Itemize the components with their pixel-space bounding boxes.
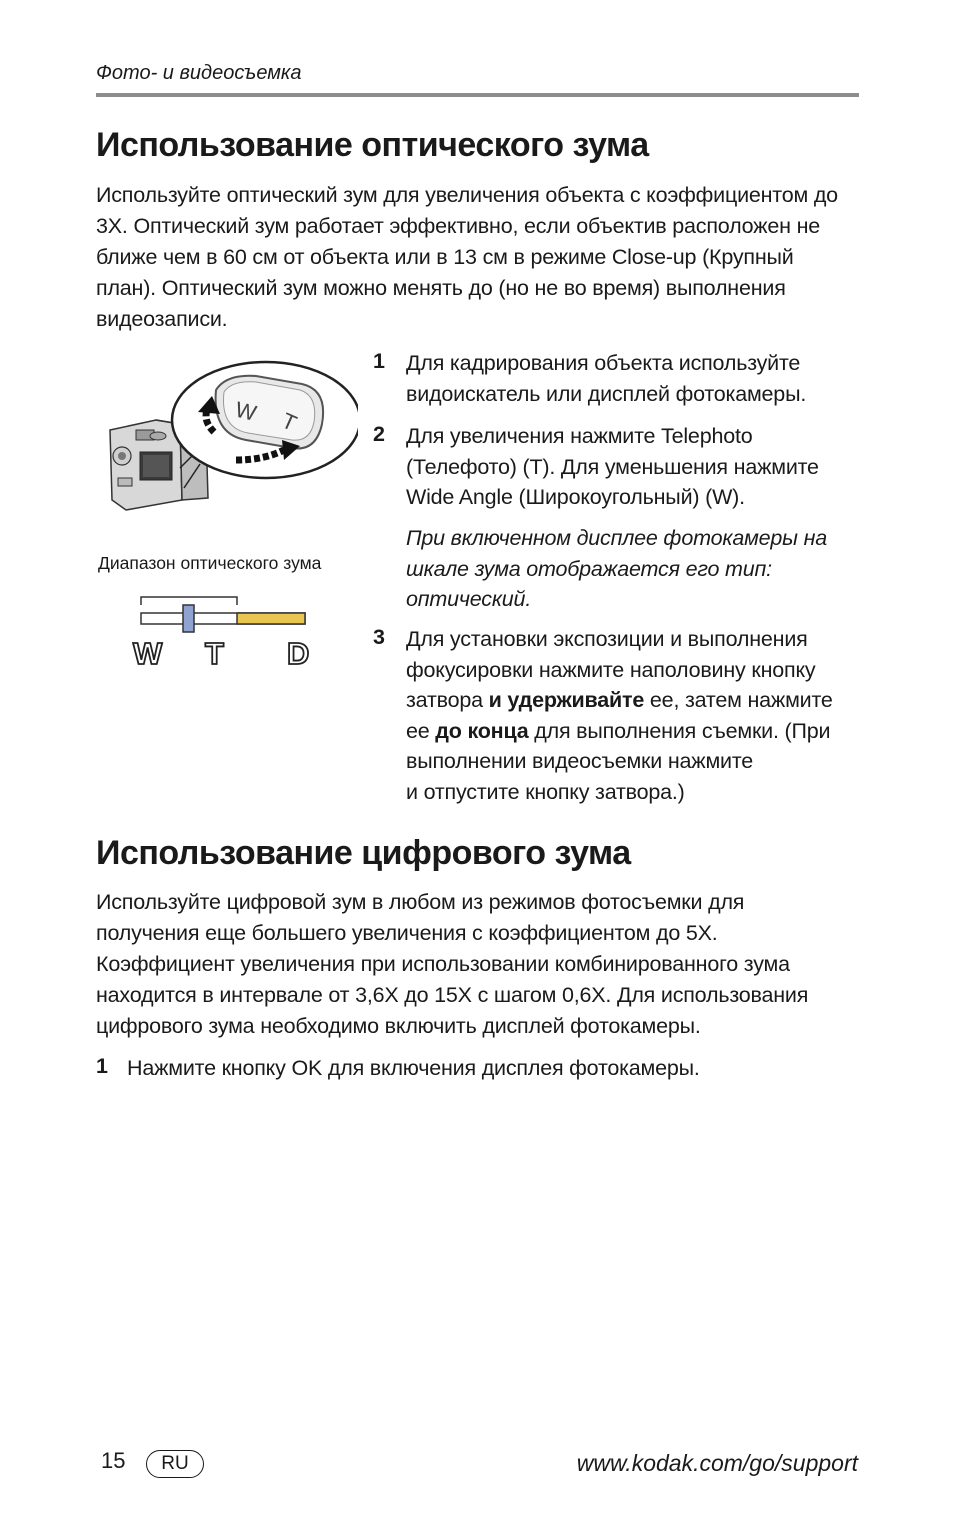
intro-line: Используйте оптический зум для увеличения объекта с коэффициентом до <box>96 183 838 207</box>
note-line: шкале зума отображается его тип: <box>406 556 772 581</box>
digital-zoom-band <box>237 613 305 624</box>
figure-caption: Диапазон оптического зума <box>98 553 322 573</box>
step-line: Для увеличения нажмите Telephoto <box>406 424 753 448</box>
step-1-text <box>406 348 806 409</box>
intro-line: ближе чем в 60 см от объекта или в 13 см в режиме Close-up (Крупный <box>96 245 794 269</box>
running-header: Фото- и видеосъемка <box>96 62 302 84</box>
support-url: www.kodak.com/go/support <box>576 1450 858 1476</box>
step-line: Wide Angle (Широкоугольный) (W). <box>406 485 745 509</box>
intro-line: видеозаписи. <box>96 307 228 331</box>
note-line: При включенном дисплее фотокамеры на <box>406 526 827 550</box>
step-number: 1 <box>96 1054 108 1078</box>
page-number: 15 <box>101 1448 126 1473</box>
step-line <box>406 685 833 716</box>
zoom-rocker-w-label: W <box>232 396 259 426</box>
step-line: Для установки экспозиции и выполнения <box>406 627 808 651</box>
intro-line: план). Оптический зум можно менять до (но не во время) выполнения <box>96 276 786 300</box>
intro-line: находится в интервале от 3,6X до 15X с шагом 0,6X. Для использования <box>96 983 809 1007</box>
emphasis-hold: и удерживайте <box>488 688 645 712</box>
step-number: 3 <box>373 625 385 649</box>
scale-label-d: D <box>287 636 310 668</box>
step-line: выполнении видеосъемки нажмите <box>406 749 754 773</box>
digital-step-1-text: Нажмите кнопку OK для включения дисплея фотокамеры. <box>127 1056 700 1080</box>
emphasis-fully: до конца <box>435 718 529 743</box>
zoom-scale-diagram <box>132 592 312 668</box>
zoom-rocker-t-label: T <box>277 407 301 437</box>
intro-line: Используйте цифровой зум в любом из режимов фотосъемки для <box>96 890 745 914</box>
header-rule <box>96 93 859 97</box>
note-line: оптический. <box>406 587 532 611</box>
intro-line: 3X. Оптический зум работает эффективно, если объектив расположен не <box>96 214 821 238</box>
step-2-text <box>406 421 819 513</box>
step-line: фокусировки нажмите наполовину кнопку <box>406 657 816 682</box>
zoom-position-indicator <box>183 605 194 632</box>
intro-line: цифрового зума необходимо включить дисплей фотокамеры. <box>96 1014 701 1038</box>
step-line: видоискатель или дисплей фотокамеры. <box>406 381 807 406</box>
step-line: Для кадрирования объекта используйте <box>406 351 801 375</box>
step-number: 2 <box>373 422 385 446</box>
step-line <box>406 716 833 747</box>
step-line: (Телефото) (T). Для уменьшения нажмите <box>406 454 819 479</box>
step-text-run: затвора <box>406 688 489 712</box>
intro-line: Коэффициент увеличения при использовании комбинированного зума <box>96 952 790 976</box>
scale-label-w: W <box>133 636 163 668</box>
intro-line: получения еще большего увеличения с коэффициентом до 5X. <box>96 921 718 945</box>
optical-range-bracket <box>141 597 237 605</box>
section-title-optical-zoom: Использование оптического зума <box>96 126 649 164</box>
camera-zoom-illustration <box>96 360 358 530</box>
digital-zoom-intro <box>96 887 808 1042</box>
display-note <box>406 523 827 615</box>
optical-zoom-intro <box>96 180 838 335</box>
section-title-digital-zoom: Использование цифрового зума <box>96 834 631 872</box>
step-number: 1 <box>373 349 385 373</box>
step-line: и отпустите кнопку затвора.) <box>406 779 685 804</box>
language-badge: RU <box>146 1450 204 1478</box>
step-text-run: ее <box>406 718 436 743</box>
step-3-text <box>406 624 833 807</box>
step-text-run: ее, затем нажмите <box>644 688 833 712</box>
scale-label-t: T <box>205 636 224 668</box>
step-text-run: для выполнения съемки. (При <box>528 718 831 743</box>
